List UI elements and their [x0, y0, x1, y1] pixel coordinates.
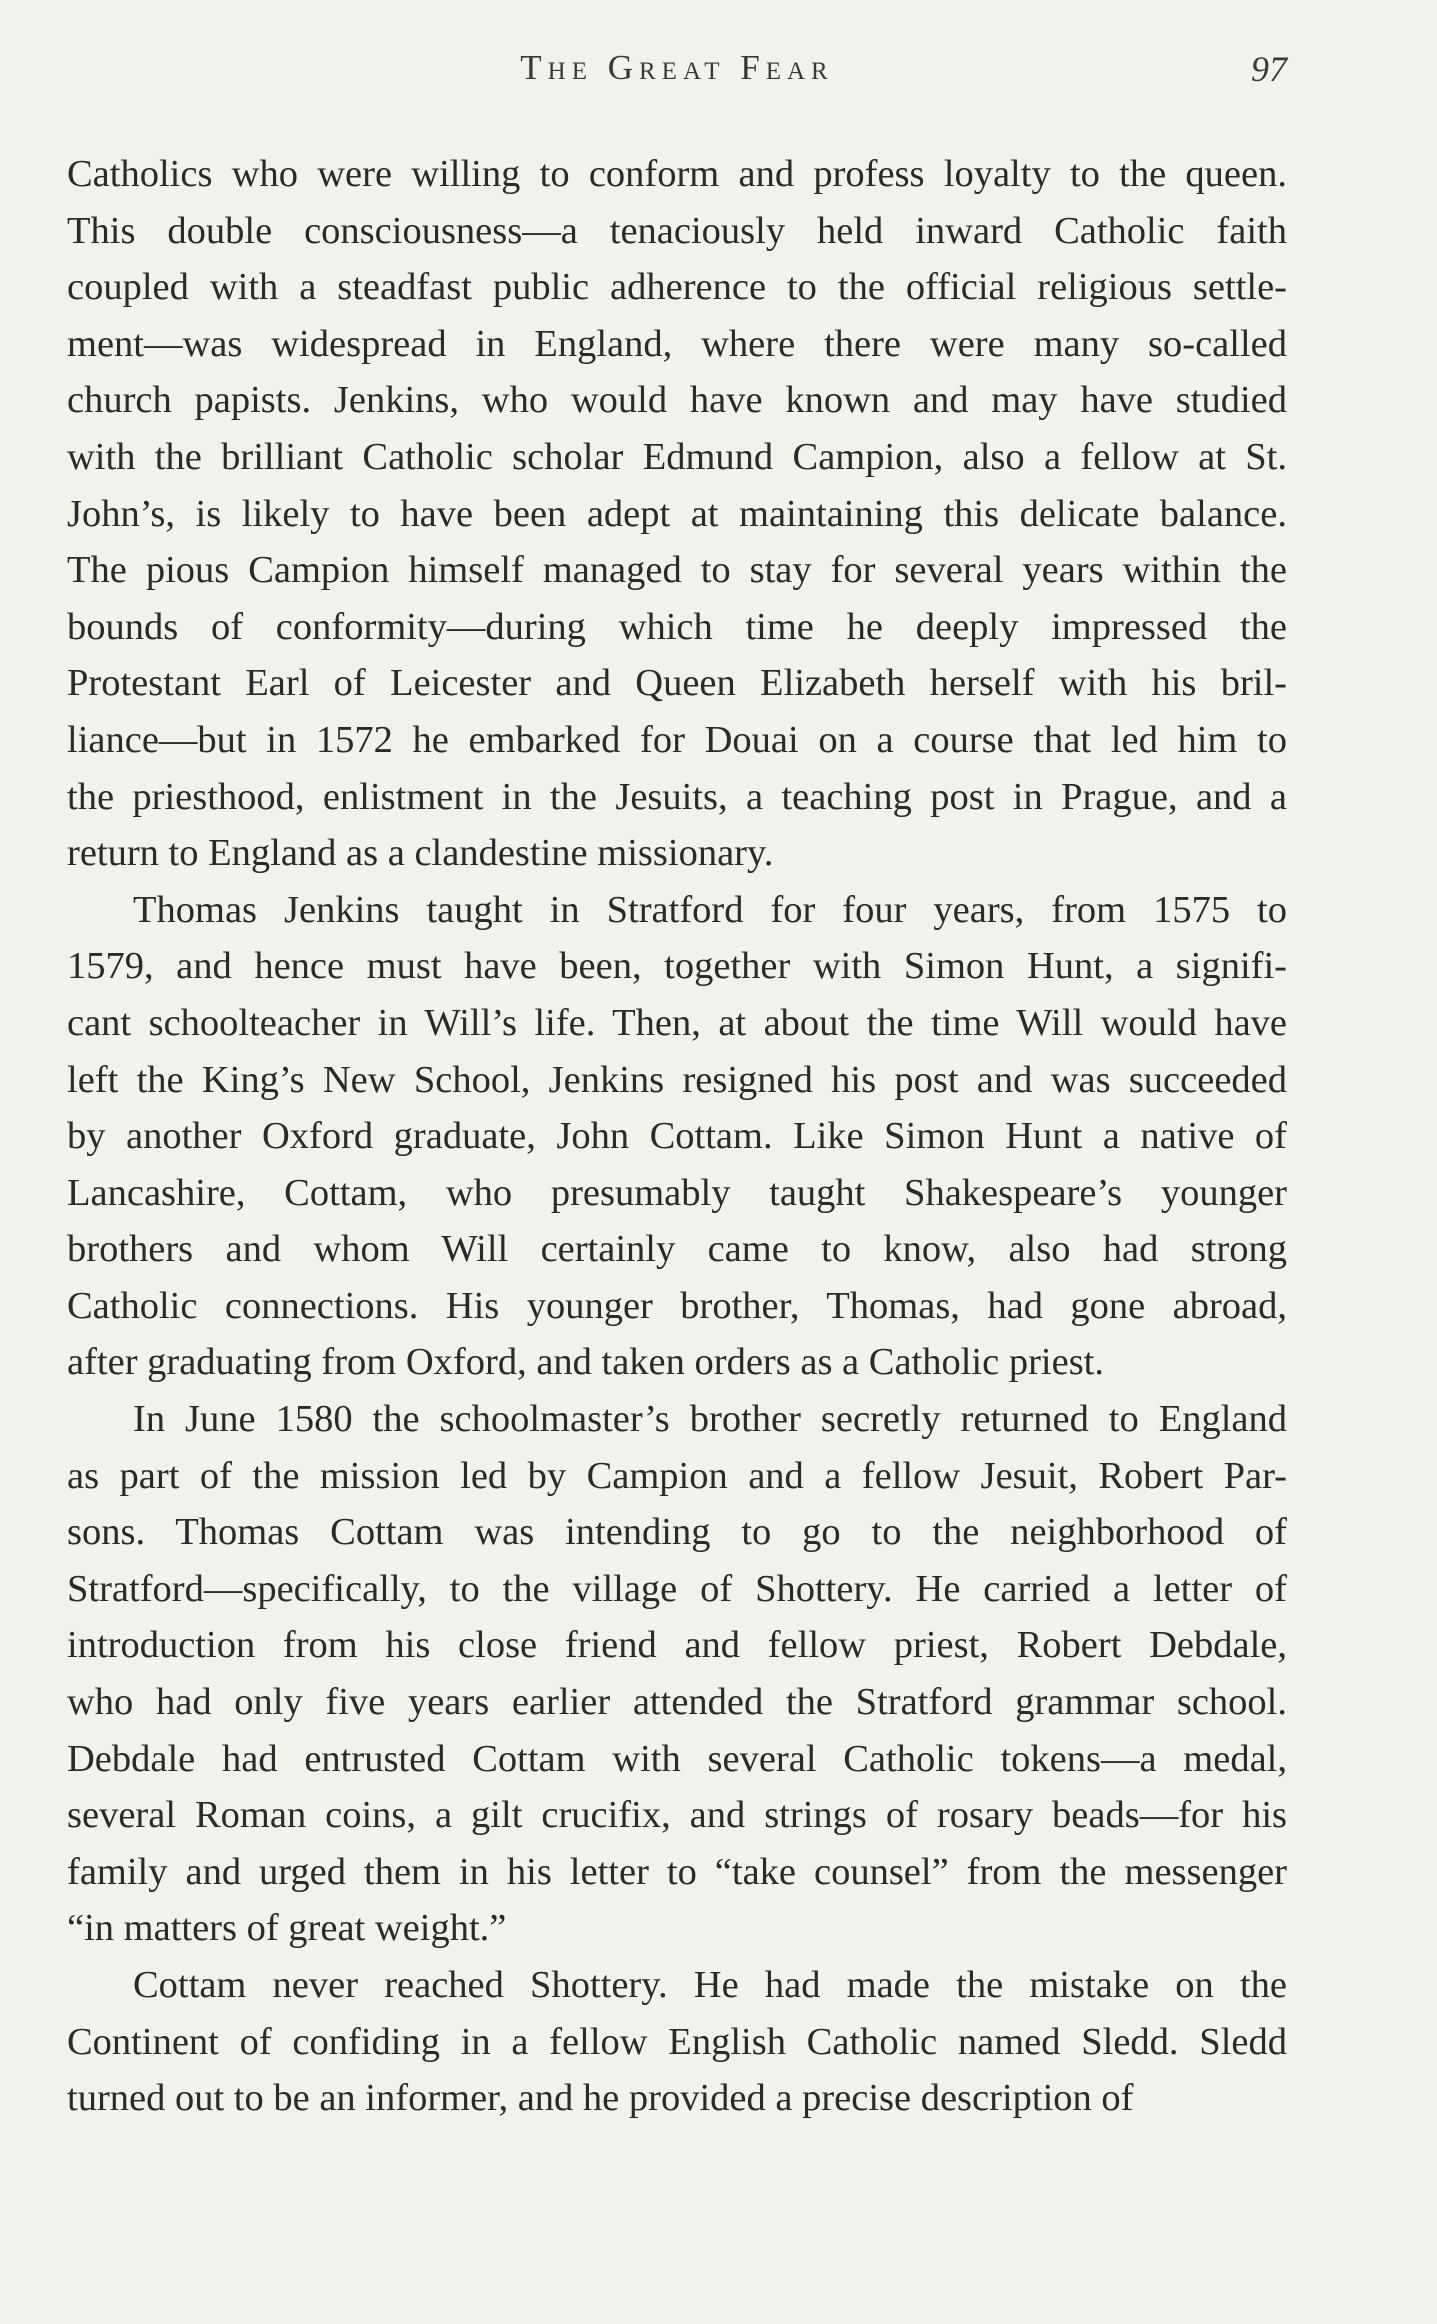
text-line: with the brilliant Catholic scholar Edmund Campion, also a fellow at St. [67, 435, 1287, 478]
text-line: sons. Thomas Cottam was intending to go to the neighborhood of [67, 1511, 1287, 1554]
text-line: cant schoolteacher in Will’s life. Then, at about the time Will would have [67, 1001, 1287, 1044]
text-line: Catholic connections. His younger brother, Thomas, had gone abroad, [67, 1284, 1287, 1327]
text-line: Continent of confiding in a fellow English Catholic named Sledd. Sledd [67, 2020, 1287, 2063]
text-line: who had only five years earlier attended the Stratford grammar school. [67, 1681, 1287, 1724]
text-line: church papists. Jenkins, who would have known and may have studied [67, 379, 1287, 422]
text-line: by another Oxford graduate, John Cottam. Like Simon Hunt a native of [67, 1115, 1287, 1158]
text-line: The pious Campion himself managed to stay for several years within the [67, 549, 1287, 592]
text-line: the priesthood, enlistment in the Jesuits, a teaching post in Prague, and a [67, 775, 1287, 818]
text-line: In June 1580 the schoolmaster’s brother secretly returned to England [133, 1398, 1287, 1441]
text-line: This double consciousness—a tenaciously held inward Catholic faith [67, 209, 1287, 252]
text-line: family and urged them in his letter to “take counsel” from the messenger [67, 1850, 1287, 1893]
text-line: left the King’s New School, Jenkins resigned his post and was succeeded [67, 1058, 1287, 1101]
running-head [67, 48, 1287, 98]
running-title: The Great Fear [520, 48, 834, 87]
text-line: introduction from his close friend and fellow priest, Robert Debdale, [67, 1624, 1287, 1667]
paragraph [67, 882, 1287, 1391]
text-line: Lancashire, Cottam, who presumably taught Shakespeare’s younger [67, 1171, 1287, 1214]
text-line: coupled with a steadfast public adherence to the official religious settle- [67, 266, 1287, 309]
text-line: “in matters of great weight.” [67, 1907, 507, 1950]
paragraph [67, 1957, 1287, 2127]
paragraph [67, 146, 1287, 882]
text-line: Protestant Earl of Leicester and Queen Elizabeth herself with his bril- [67, 662, 1287, 705]
paragraph [67, 1391, 1287, 1957]
page-number: 97 [1251, 49, 1287, 89]
text-line: as part of the mission led by Campion and a fellow Jesuit, Robert Par- [67, 1454, 1287, 1497]
text-line: Cottam never reached Shottery. He had made the mistake on the [133, 1964, 1287, 2006]
text-line: 1579, and hence must have been, together with Simon Hunt, a signifi- [67, 945, 1287, 988]
text-line: liance—but in 1572 he embarked for Douai on a course that led him to [67, 718, 1287, 761]
text-line: Catholics who were willing to conform and profess loyalty to the queen. [67, 153, 1287, 195]
text-line: after graduating from Oxford, and taken orders as a Catholic priest. [67, 1341, 1104, 1384]
text-line: brothers and whom Will certainly came to know, also had strong [67, 1228, 1287, 1271]
text-line: John’s, is likely to have been adept at maintaining this delicate balance. [67, 492, 1287, 535]
text-line: ment—was widespread in England, where there were many so-called [67, 322, 1287, 365]
text-line: bounds of conformity—during which time he deeply impressed the [67, 605, 1287, 648]
text-line: return to England as a clandestine missionary. [67, 832, 774, 875]
text-line: several Roman coins, a gilt crucifix, and strings of rosary beads—for his [67, 1794, 1287, 1837]
body-text [67, 146, 1287, 2127]
text-line: Thomas Jenkins taught in Stratford for four years, from 1575 to [133, 888, 1287, 931]
text-line: Stratford—specifically, to the village of Shottery. He carried a letter of [67, 1567, 1287, 1610]
text-line: turned out to be an informer, and he provided a precise description of [67, 2077, 1134, 2120]
text-line: Debdale had entrusted Cottam with several Catholic tokens—a medal, [67, 1737, 1287, 1780]
